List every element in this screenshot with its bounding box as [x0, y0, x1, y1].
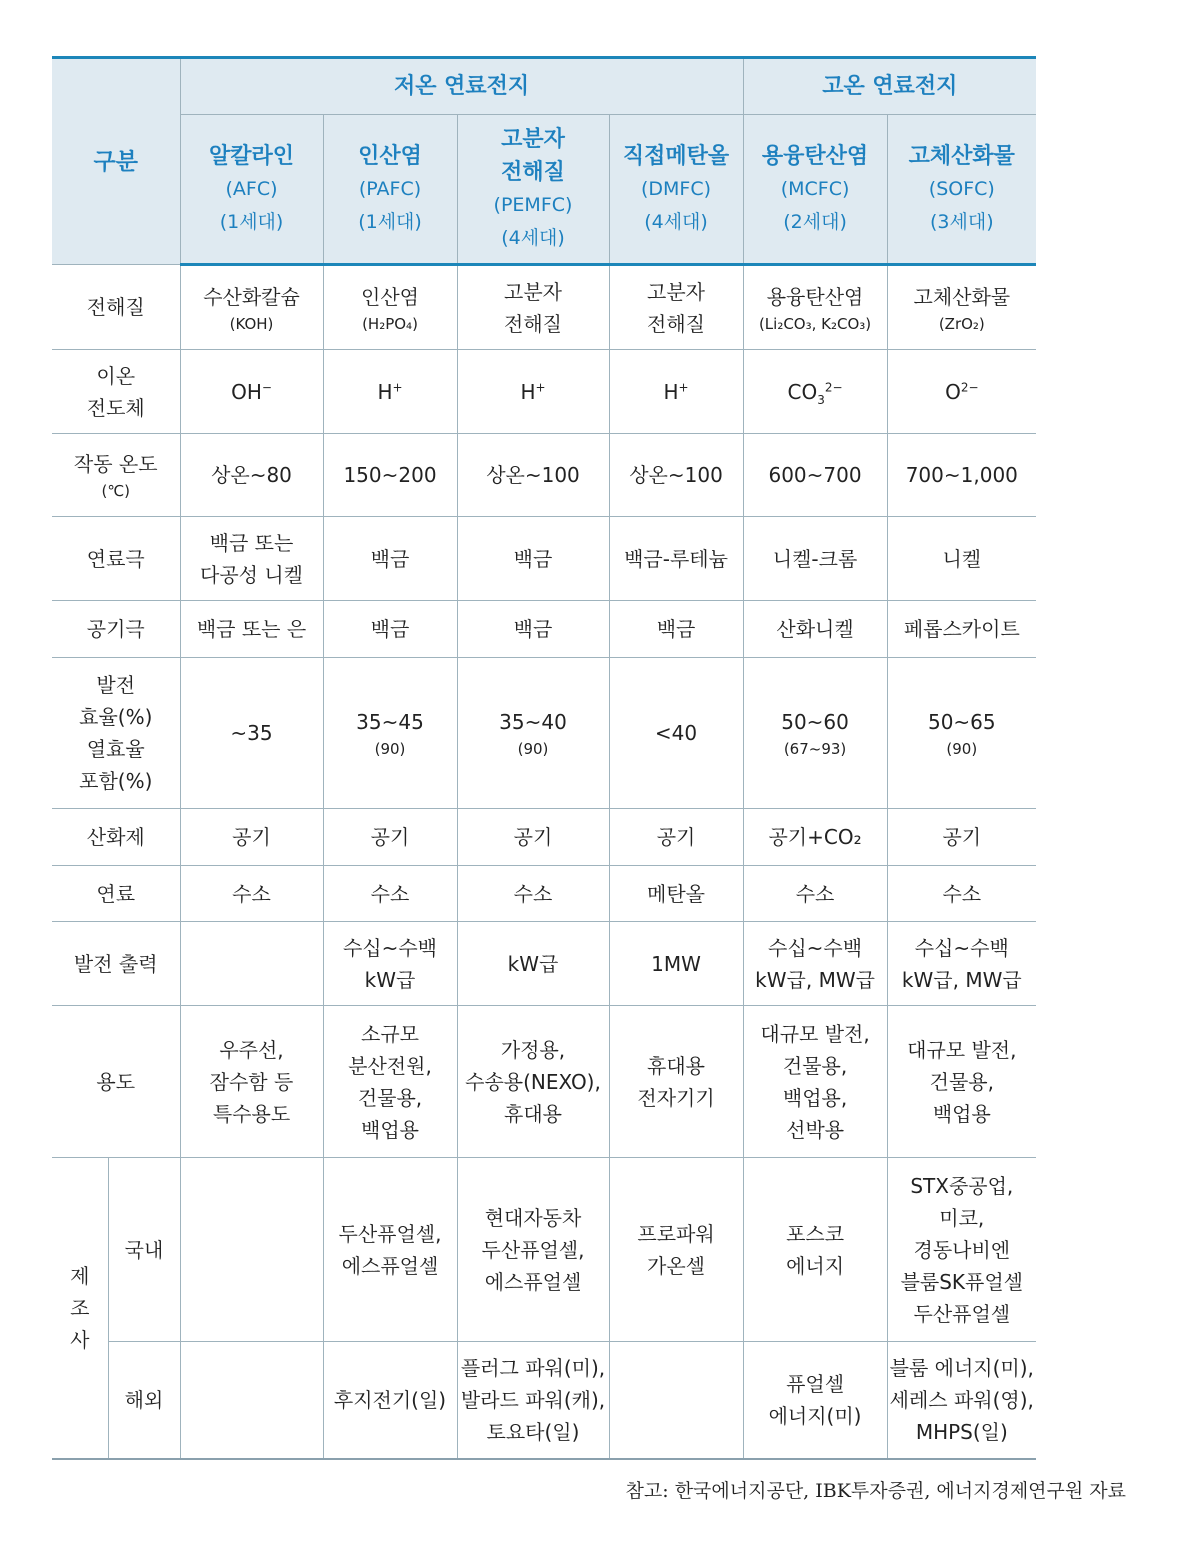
cell — [180, 1342, 323, 1459]
cell: 700~1,000 — [887, 434, 1036, 517]
row-label — [52, 434, 180, 517]
cell-line: 에너지 — [786, 1253, 845, 1278]
cell-text: 인산염 — [361, 284, 419, 309]
type-gen: (1세대) — [358, 210, 422, 233]
cell-text: 수산화칼슘 — [203, 284, 300, 309]
cell-line: 포스코 — [786, 1221, 845, 1246]
type-abbr: (SOFC) — [928, 177, 995, 200]
cell: 상온~100 — [457, 434, 609, 517]
cell — [887, 922, 1036, 1006]
row-electrolyte — [52, 265, 1036, 350]
cell — [609, 658, 743, 809]
cell: 산화니켈 — [743, 601, 887, 658]
cell-line: 수십~수백 — [768, 935, 863, 960]
cell-value: 35~45 — [356, 710, 424, 734]
row-label-line: 열효율 — [86, 737, 145, 761]
cell-line: 건물용, — [782, 1053, 848, 1078]
header-group-row — [52, 58, 1036, 115]
cell: 백금 — [609, 601, 743, 658]
row-label: 연료 — [52, 866, 180, 922]
cell: 상온~100 — [609, 434, 743, 517]
cell-line: 소규모 — [361, 1021, 419, 1046]
row-ion-conductor — [52, 350, 1036, 434]
type-gen: (4세대) — [644, 210, 708, 233]
cell-value: 50~65 — [927, 710, 996, 734]
type-name: 알칼라인 — [208, 143, 294, 169]
cell: 백금 — [457, 517, 609, 601]
cell-line: 백업용 — [361, 1117, 419, 1142]
cell-line: 분산전원, — [348, 1053, 432, 1078]
type-name: 고체산화물 — [908, 143, 1015, 169]
cell-line: 대규모 발전, — [907, 1037, 1017, 1062]
cell-formula: (Li₂CO₃, K₂CO₃) — [758, 314, 872, 333]
cell-line: 가온셀 — [647, 1253, 705, 1278]
cell — [887, 1158, 1036, 1342]
ion-base: CO — [787, 379, 818, 404]
cell — [457, 350, 609, 434]
cell-line: 선박용 — [786, 1117, 845, 1142]
cell-text-line2: 전해질 — [647, 311, 705, 336]
row-manufacturer-overseas — [52, 1342, 1036, 1459]
cell-line: 현대자동차 — [484, 1205, 582, 1230]
cell-line: 블룸SK퓨얼셀 — [900, 1269, 1024, 1294]
cell-text: 고분자 — [504, 279, 562, 304]
cell-paren: (90) — [374, 740, 406, 758]
row-label-line: 이온 — [96, 363, 136, 388]
cell-paren: (90) — [517, 740, 549, 758]
row-label: 전해질 — [52, 265, 180, 350]
cell-line: 휴대용 — [504, 1101, 562, 1126]
cell: 백금 — [323, 601, 457, 658]
cell — [323, 1158, 457, 1342]
ion-charge: + — [678, 379, 689, 394]
manufacturer-label-char: 조 — [70, 1295, 90, 1320]
ion-charge: − — [261, 379, 272, 394]
source-note: 참고: 한국에너지공단, IBK투자증권, 에너지경제연구원 자료 — [625, 1480, 1126, 1502]
cell-line: 두산퓨얼셀 — [913, 1301, 1011, 1326]
ion-base: O — [945, 379, 961, 404]
row-label: 연료극 — [52, 517, 180, 601]
cell — [609, 1342, 743, 1459]
cell — [180, 922, 323, 1006]
cell — [180, 658, 323, 809]
cell-line: 건물용, — [357, 1085, 423, 1110]
cell: 공기 — [180, 809, 323, 866]
row-fuel — [52, 866, 1036, 922]
cell-value: 50~60 — [781, 710, 849, 734]
row-label-line: 효율(%) — [79, 705, 153, 729]
row-label: 발전 출력 — [52, 922, 180, 1006]
cell-text: 고체산화물 — [913, 284, 1011, 309]
cell-paren: (90) — [946, 740, 978, 758]
cell-line: 다공성 니켈 — [200, 562, 303, 587]
cell: 니켈-크롬 — [743, 517, 887, 601]
row-label: 산화제 — [52, 809, 180, 866]
type-gen: (1세대) — [219, 210, 284, 233]
cell — [743, 658, 887, 809]
row-manufacturer-domestic — [52, 1158, 1036, 1342]
cell — [887, 265, 1036, 350]
cell-line: 세레스 파워(영), — [889, 1387, 1034, 1412]
manufacturer-label-char: 제 — [70, 1263, 90, 1288]
cell-line: 블룸 에너지(미), — [889, 1355, 1034, 1380]
cell: 공기 — [323, 809, 457, 866]
ion-charge: + — [392, 379, 403, 394]
cell-formula: (ZrO₂) — [938, 314, 985, 333]
cell-line: kW급 — [364, 967, 416, 992]
cell: 공기 — [887, 809, 1036, 866]
row-label-line: 전도체 — [86, 395, 145, 420]
cell-paren: (67~93) — [783, 740, 847, 758]
cell — [323, 265, 457, 350]
cell — [743, 1158, 887, 1342]
type-header-afc — [180, 115, 323, 265]
ion-charge: + — [535, 379, 546, 394]
manufacturer-label — [52, 1158, 108, 1459]
cell-line: 우주선, — [219, 1037, 284, 1062]
cell-line: 백업용, — [782, 1085, 848, 1110]
ion-base: H — [377, 379, 393, 404]
ion-charge: 2− — [824, 379, 843, 394]
cell-text: 고분자 — [647, 279, 705, 304]
category-header: 구분 — [52, 58, 180, 265]
type-name-line2: 전해질 — [501, 160, 565, 185]
cell — [323, 350, 457, 434]
row-label-line: 작동 온도 — [73, 452, 158, 476]
cell: 백금 또는 은 — [180, 601, 323, 658]
cell-line: STX중공업, — [910, 1173, 1014, 1198]
cell-line: 수십~수백 — [914, 935, 1009, 960]
type-name: 고분자 — [501, 127, 565, 152]
cell — [323, 1342, 457, 1459]
cell-value: 35~40 — [499, 710, 567, 734]
cell-line: 전자기기 — [637, 1085, 715, 1110]
cell-text-line2: 전해질 — [504, 311, 562, 336]
cell: 600~700 — [743, 434, 887, 517]
cell-line: 두산퓨얼셀, — [338, 1221, 442, 1246]
cell — [457, 1158, 609, 1342]
cell-line: 플러그 파워(미), — [460, 1355, 606, 1380]
overseas-label: 해외 — [108, 1342, 180, 1459]
cell — [743, 1342, 887, 1459]
cell-line: 백금 또는 — [209, 530, 294, 555]
ion-sub: 3 — [817, 392, 825, 407]
cell — [887, 1342, 1036, 1459]
cell-line: 에스퓨얼셀 — [341, 1253, 439, 1278]
cell: 페롭스카이트 — [887, 601, 1036, 658]
cell — [457, 1342, 609, 1459]
cell — [609, 1158, 743, 1342]
type-abbr: (MCFC) — [780, 177, 850, 200]
cell-formula: (KOH) — [229, 314, 274, 333]
type-abbr: (AFC) — [225, 177, 278, 200]
cell-line: 백업용 — [932, 1101, 991, 1126]
type-gen: (2세대) — [783, 210, 847, 233]
cell: 수소 — [887, 866, 1036, 922]
row-label: 공기극 — [52, 601, 180, 658]
cell-line: kW급, MW급 — [901, 967, 1022, 992]
cell: 1MW — [609, 922, 743, 1006]
cell-line: 발라드 파워(캐), — [460, 1387, 606, 1412]
cell — [609, 265, 743, 350]
cell — [609, 350, 743, 434]
domestic-label: 국내 — [108, 1158, 180, 1342]
cell-line: 가정용, — [500, 1037, 566, 1062]
type-header-pafc — [323, 115, 457, 265]
cell: kW급 — [457, 922, 609, 1006]
fuel-cell-comparison-table — [52, 56, 1036, 1460]
manufacturer-label-char: 사 — [70, 1327, 90, 1352]
cell: 수소 — [323, 866, 457, 922]
cell — [743, 1006, 887, 1158]
cell-line: 잠수함 등 — [209, 1069, 294, 1094]
row-label — [52, 658, 180, 809]
cell: 백금-루테늄 — [609, 517, 743, 601]
ion-base: H — [663, 379, 679, 404]
cell-line: 건물용, — [929, 1069, 994, 1094]
cell: 수소 — [743, 866, 887, 922]
cell — [180, 1158, 323, 1342]
type-header-mcfc — [743, 115, 887, 265]
cell-formula: (H₂PO₄) — [362, 314, 418, 333]
row-efficiency — [52, 658, 1036, 809]
ion-charge: 2− — [960, 379, 979, 394]
type-name: 직접메탄올 — [622, 143, 730, 169]
cell-line: 대규모 발전, — [760, 1021, 870, 1046]
type-gen: (4세대) — [501, 227, 565, 249]
type-name: 인산염 — [358, 143, 422, 169]
cell-line: 미코, — [939, 1205, 985, 1230]
cell: 공기+CO₂ — [743, 809, 887, 866]
row-anode — [52, 517, 1036, 601]
cell — [180, 350, 323, 434]
cell: 수소 — [457, 866, 609, 922]
cell-line: 후지전기(일) — [333, 1387, 447, 1412]
cell — [887, 1006, 1036, 1158]
cell — [323, 658, 457, 809]
type-abbr: (PEMFC) — [493, 194, 573, 216]
cell — [323, 1006, 457, 1158]
row-label: 용도 — [52, 1006, 180, 1158]
cell-line: 휴대용 — [647, 1053, 705, 1078]
cell-line: 퓨얼셀 — [786, 1371, 845, 1396]
cell-value: ~35 — [230, 721, 273, 745]
cell — [743, 265, 887, 350]
cell-line: kW급, MW급 — [755, 967, 875, 992]
cell: 니켈 — [887, 517, 1036, 601]
type-name: 용융탄산염 — [761, 143, 869, 169]
cell-line: 경동나비엔 — [913, 1237, 1011, 1262]
cell — [180, 517, 323, 601]
row-oxidant — [52, 809, 1036, 866]
cell — [323, 922, 457, 1006]
cell — [457, 265, 609, 350]
cell: 공기 — [609, 809, 743, 866]
row-usage — [52, 1006, 1036, 1158]
row-label-line: 포함(%) — [79, 769, 153, 793]
cell-text: 용융탄산염 — [766, 284, 864, 309]
cell — [743, 350, 887, 434]
type-abbr: (PAFC) — [358, 177, 422, 200]
cell — [609, 1006, 743, 1158]
cell-line: 특수용도 — [212, 1101, 291, 1126]
cell-line: 수송용(NEXO), — [465, 1069, 601, 1094]
cell — [457, 658, 609, 809]
cell — [457, 1006, 609, 1158]
cell-value: <40 — [654, 721, 698, 745]
row-operating-temp — [52, 434, 1036, 517]
cell: 수소 — [180, 866, 323, 922]
cell — [180, 265, 323, 350]
cell-line: MHPS(일) — [915, 1419, 1008, 1444]
type-header-pemfc — [457, 115, 609, 265]
row-label-line: 발전 — [96, 673, 136, 697]
cell — [743, 922, 887, 1006]
header-type-row — [52, 115, 1036, 265]
type-gen: (3세대) — [929, 210, 994, 233]
cell: 메탄올 — [609, 866, 743, 922]
cell-line: 수십~수백 — [342, 935, 438, 960]
cell: 백금 — [323, 517, 457, 601]
type-abbr: (DMFC) — [641, 177, 712, 200]
row-label-unit: (℃) — [101, 482, 131, 500]
type-header-sofc — [887, 115, 1036, 265]
cell — [887, 658, 1036, 809]
cell-line: 에스퓨얼셀 — [484, 1269, 582, 1294]
row-cathode — [52, 601, 1036, 658]
cell-line: 프로파워 — [637, 1221, 715, 1246]
cell-line: 에너지(미) — [768, 1403, 862, 1428]
row-label — [52, 350, 180, 434]
ion-base: OH — [231, 379, 262, 404]
cell: 공기 — [457, 809, 609, 866]
cell: 150~200 — [323, 434, 457, 517]
cell — [887, 350, 1036, 434]
row-power-output — [52, 922, 1036, 1006]
cell-line: 두산퓨얼셀, — [481, 1237, 585, 1262]
ion-base: H — [520, 379, 536, 404]
cell: 백금 — [457, 601, 609, 658]
cell: 상온~80 — [180, 434, 323, 517]
high-temp-group-header: 고온 연료전지 — [743, 58, 1036, 115]
cell — [180, 1006, 323, 1158]
type-header-dmfc — [609, 115, 743, 265]
cell-line: 토요타(일) — [486, 1419, 580, 1444]
low-temp-group-header: 저온 연료전지 — [180, 58, 743, 115]
